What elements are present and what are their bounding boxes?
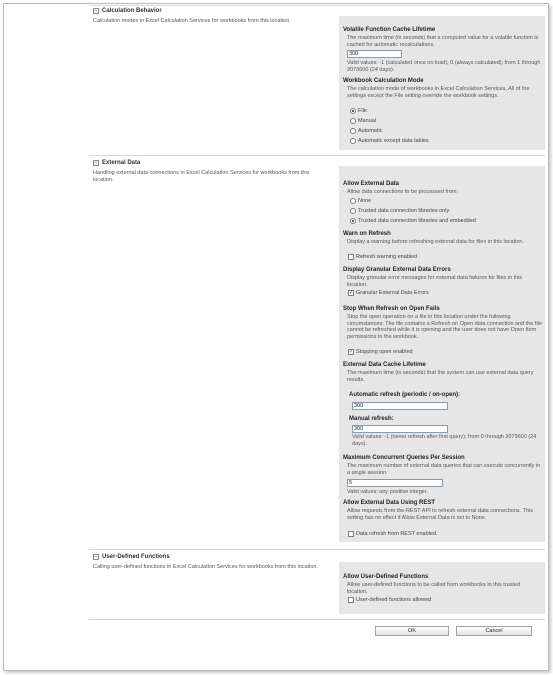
section-title: User-Defined Functions bbox=[102, 554, 170, 560]
section-description: Calling user-defined functions in Excel Calculation Services for workbooks from this location. bbox=[93, 564, 318, 570]
collapse-minus-icon[interactable]: − bbox=[94, 554, 98, 560]
section-divider bbox=[89, 549, 545, 550]
section-description: Handling external data connections in Excel Calculation Services for workbooks from this location. bbox=[93, 170, 310, 183]
collapse-minus-icon[interactable]: − bbox=[94, 160, 98, 166]
cache-lifetime-label: External Data Cache Lifetime bbox=[343, 362, 426, 368]
radio-icon[interactable] bbox=[350, 108, 356, 114]
radio-icon[interactable] bbox=[350, 218, 356, 224]
button-row-divider bbox=[89, 619, 545, 620]
max-concurrent-queries-valid-values: Valid values: any positive integer. bbox=[347, 489, 428, 495]
section-description: Calculation modes in Excel Calculation Services for workbooks from this location. bbox=[93, 18, 291, 24]
cancel-button[interactable]: Cancel bbox=[456, 626, 532, 636]
max-concurrent-queries-label: Maximum Concurrent Queries Per Session bbox=[343, 455, 465, 461]
workbook-calc-mode-description: The calculation mode of workbooks in Excel Calculation Services. All of the settings except the File setting override the workbook settings. bbox=[347, 86, 530, 99]
allow-external-data-label: Allow External Data bbox=[343, 181, 400, 187]
stop-refresh-on-open-label: Stop When Refresh on Open Fails bbox=[343, 306, 440, 312]
radio-icon[interactable] bbox=[350, 118, 356, 124]
section-divider bbox=[89, 5, 545, 6]
checkbox-checked-icon[interactable]: ✓ bbox=[349, 349, 354, 355]
allow-udf-description: Allow user-defined functions to be called from workbooks in this trusted location. bbox=[347, 582, 521, 595]
volatile-cache-input[interactable] bbox=[347, 50, 402, 58]
automatic-refresh-label: Automatic refresh (periodic / on-open): bbox=[349, 392, 461, 398]
section-divider bbox=[89, 155, 545, 156]
granular-errors-description: Display granular error messages for external data failures for files in this location. bbox=[347, 275, 523, 288]
allow-option-trusted-only[interactable]: Trusted data connection libraries only bbox=[350, 208, 449, 214]
rest-refresh-description: Allow requests from the REST API to refresh external data connections. This setting has no effect if Allow External Data is set to None. bbox=[347, 508, 533, 521]
stop-refresh-on-open-description: Stop the open operation on a file in this location under the following circumstances: The file contains a Refresh on Open data connection and the file cannot be refreshed while it is opening and the user does not have Open Item permissions to the workbook. bbox=[347, 314, 542, 340]
workbook-calc-mode-label: Workbook Calculation Mode bbox=[343, 78, 424, 84]
radio-icon[interactable] bbox=[350, 198, 356, 204]
manual-refresh-input[interactable] bbox=[352, 425, 448, 433]
cache-lifetime-description: The maximum time (in seconds) that the system can use external data query results. bbox=[347, 370, 534, 383]
calc-mode-option-automatic-except-tables[interactable]: Automatic except data tables bbox=[350, 138, 429, 144]
calc-mode-option-manual[interactable]: Manual bbox=[350, 118, 376, 124]
collapse-minus-icon[interactable]: − bbox=[94, 8, 98, 14]
radio-icon[interactable] bbox=[350, 138, 356, 144]
allow-option-trusted-and-embedded[interactable]: Trusted data connection libraries and embedded bbox=[350, 218, 476, 224]
allow-udf-label: Allow User-Defined Functions bbox=[343, 574, 429, 580]
checkbox-empty-icon[interactable] bbox=[348, 531, 354, 537]
max-concurrent-queries-input[interactable] bbox=[347, 479, 443, 487]
volatile-cache-valid-values: Valid values: -1 (calculated once on load); 0 (always calculated); from 1 through 2073600 (24 days). bbox=[347, 60, 541, 73]
refresh-warning-checkbox[interactable]: Refresh warning enabled bbox=[348, 254, 417, 260]
manual-refresh-valid-values: Valid values: -1 (never refresh after first query); from 0 through 2073600 (24 days). bbox=[352, 434, 537, 447]
calc-mode-option-automatic[interactable]: Automatic bbox=[350, 128, 382, 134]
allow-external-data-description: Allow data connections to be processed from: bbox=[347, 189, 458, 195]
manual-refresh-label: Manual refresh: bbox=[349, 416, 394, 422]
calc-mode-option-file[interactable]: File bbox=[350, 108, 367, 114]
checkbox-empty-icon[interactable] bbox=[348, 254, 354, 260]
rest-refresh-label: Allow External Data Using REST bbox=[343, 500, 436, 506]
warn-on-refresh-description: Display a warning before refreshing external data for files in this location. bbox=[347, 239, 525, 245]
section-header-calculation bbox=[93, 8, 162, 14]
allow-option-none[interactable]: None bbox=[350, 198, 371, 204]
checkbox-checked-icon[interactable]: ✓ bbox=[349, 290, 354, 296]
volatile-cache-description: The maximum time (in seconds) that a computed value for a volatile function is cached for automatic recalculations. bbox=[347, 35, 539, 48]
stopping-open-checkbox[interactable]: ✓ Stopping open enabled bbox=[349, 349, 413, 355]
max-concurrent-queries-description: The maximum number of external data queries that can execute concurrently in a single session. bbox=[347, 463, 541, 476]
section-header-udf bbox=[93, 554, 170, 560]
udf-allowed-checkbox[interactable]: User-defined functions allowed bbox=[348, 597, 431, 603]
granular-errors-label: Display Granular External Data Errors bbox=[343, 267, 451, 273]
radio-icon[interactable] bbox=[350, 128, 356, 134]
section-title: External Data bbox=[102, 160, 141, 166]
radio-icon[interactable] bbox=[350, 208, 356, 214]
volatile-cache-label: Volatile Function Cache Lifetime bbox=[343, 27, 436, 33]
ok-button[interactable]: OK bbox=[375, 626, 449, 636]
section-title: Calculation Behavior bbox=[102, 8, 162, 14]
section-header-external-data bbox=[93, 160, 140, 166]
warn-on-refresh-label: Warn on Refresh bbox=[343, 231, 391, 237]
automatic-refresh-input[interactable] bbox=[352, 402, 448, 410]
checkbox-empty-icon[interactable] bbox=[348, 597, 354, 603]
granular-errors-checkbox[interactable]: ✓ Granular External Data Errors bbox=[349, 290, 429, 296]
rest-refresh-checkbox[interactable]: Data refresh from REST enabled. bbox=[348, 531, 438, 537]
